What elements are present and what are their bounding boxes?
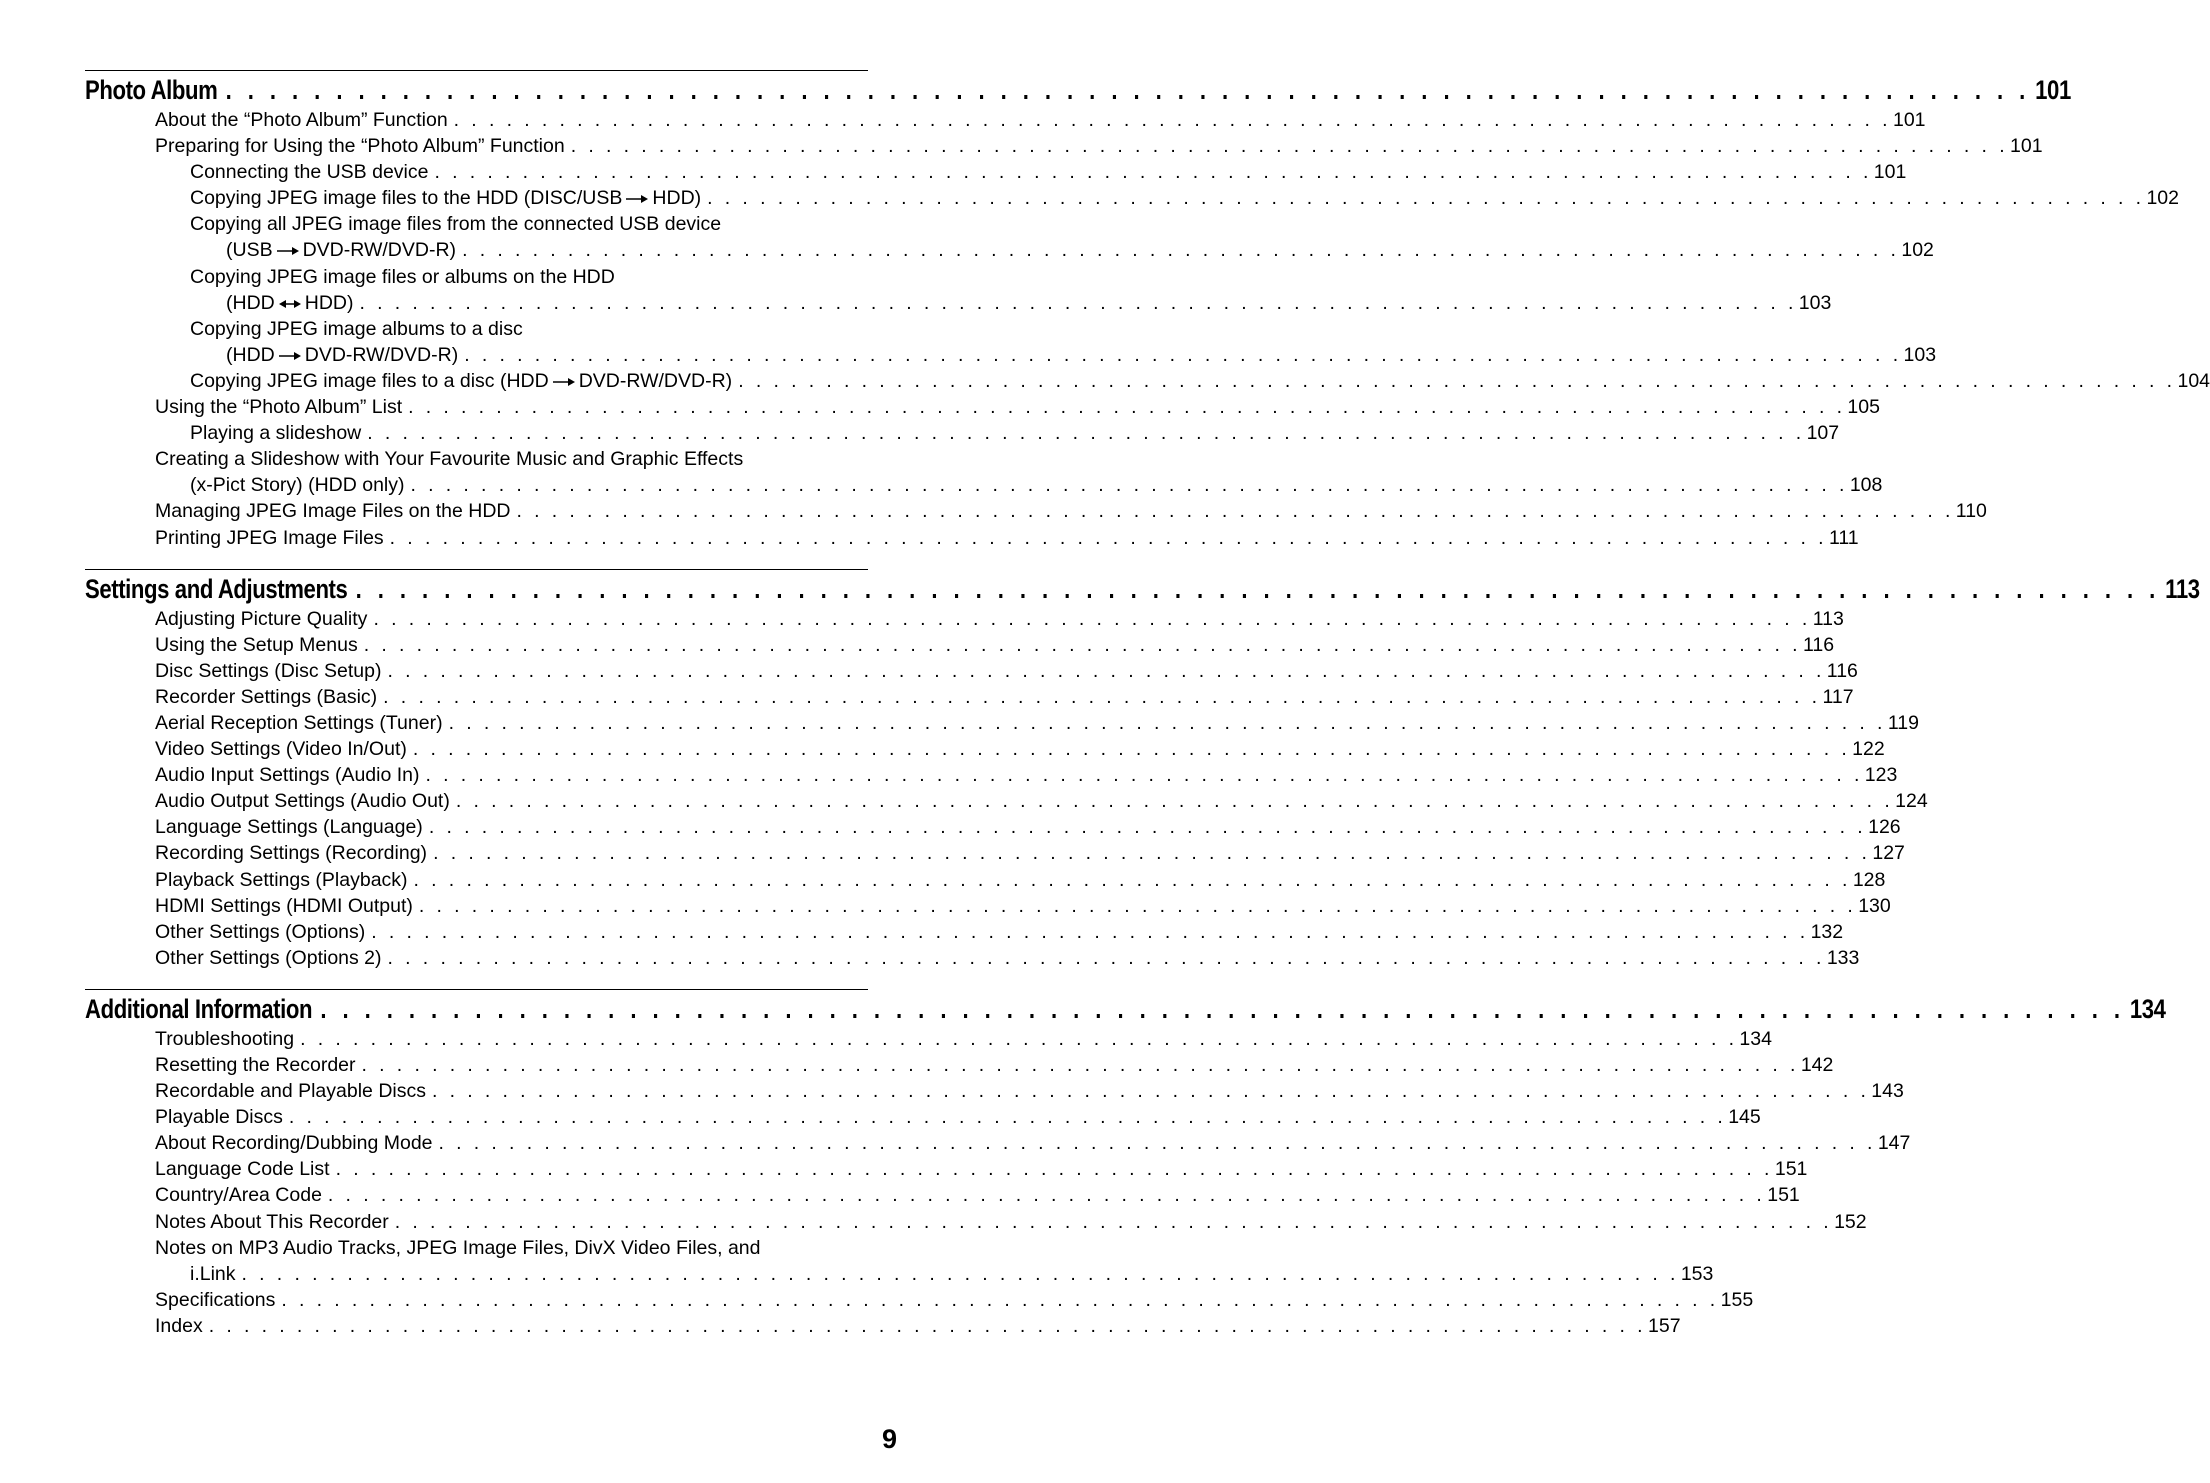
toc-entry — [85, 107, 1926, 133]
toc-section — [85, 569, 2200, 971]
toc-entry — [85, 472, 1883, 498]
entry-text — [155, 736, 407, 762]
entry-text — [155, 919, 365, 945]
dot-leader: . . . . . . . . . . . . . . . . . . . . . . . . . . . . . . . . . . . . . . . . . . . . . . . . . . . . . . . . . . . . . . . . . . . . . . . . . . . . . . . . . . — [320, 993, 2125, 1024]
right-arrow-icon — [276, 246, 300, 256]
toc-entry — [85, 710, 1919, 736]
toc-entry — [85, 1235, 868, 1261]
dot-leader: . . . . . . . . . . . . . . . . . . . . . . . . . . . . . . . . . . . . . . . . . . . . . . . . . . . . . . . . . . . . . . . . . . . . . . . . . . . . . . . . . . — [363, 633, 1801, 656]
entry-text — [190, 420, 361, 446]
entry-text-part: Other Settings (Options) — [155, 920, 366, 943]
entry-text — [155, 840, 427, 866]
entry-text — [155, 684, 377, 710]
dot-leader: . . . . . . . . . . . . . . . . . . . . . . . . . . . . . . . . . . . . . . . . . . . . . . . . . . . . . . . . . . . . . . . . . . . . . . . . . . . . . . . . . . — [241, 1262, 1679, 1285]
toc-entry — [85, 211, 868, 237]
entry-text-part: Recordable and Playable Discs — [155, 1080, 426, 1103]
entry-text-part: Copying JPEG image files to the HDD (DISC/USB — [190, 187, 623, 210]
dot-leader: . . . . . . . . . . . . . . . . . . . . . . . . . . . . . . . . . . . . . . . . . . . . . . . . . . . . . . . . . . . . . . . . . . . . . . . . . . . . . . . . . . — [288, 1106, 1727, 1129]
entry-text-part: Playing a slideshow — [190, 422, 362, 445]
entry-page: 155 — [1720, 1288, 1754, 1311]
entry-text-part: HDD) — [304, 291, 354, 314]
entry-text — [155, 1209, 389, 1235]
toc-entry — [85, 814, 1901, 840]
entry-text-part: Recording Settings (Recording) — [155, 842, 428, 865]
entry-page: 127 — [1872, 842, 1905, 865]
entry-text — [190, 316, 523, 342]
toc-entry — [85, 185, 2179, 211]
dot-leader: . . . . . . . . . . . . . . . . . . . . . . . . . . . . . . . . . . . . . . . . . . . . . . . . . . . . . . . . . . . . . . . . . . . . . . . . . . . . . . . . . . — [371, 920, 1809, 943]
section-page: 134 — [2129, 993, 2166, 1024]
toc-entry — [85, 316, 868, 342]
entry-text — [155, 658, 382, 684]
entry-page: 101 — [1873, 161, 1907, 184]
entry-text-part: Using the Setup Menus — [155, 633, 358, 656]
toc-entry — [85, 498, 1987, 524]
entry-text-part: (x-Pict Story) (HDD only) — [190, 474, 405, 497]
toc-entry — [85, 1261, 1714, 1287]
entry-page: 123 — [1864, 764, 1898, 787]
entry-page: 142 — [1800, 1054, 1834, 1076]
dot-leader: . . . . . . . . . . . . . . . . . . . . . . . . . . . . . . . . . . . . . . . . . . . . . . . . . . . . . . . . . . . . . . . . . . . . . . . . . . . . . . . . . . — [425, 764, 1863, 787]
entry-text-part: Troubleshooting — [155, 1027, 295, 1050]
entry-text-part: Disc Settings (Disc Setup) — [155, 659, 382, 682]
entry-text — [155, 107, 448, 133]
toc-entry — [85, 1026, 1772, 1052]
dot-leader: . . . . . . . . . . . . . . . . . . . . . . . . . . . . . . . . . . . . . . . . . . . . . . . . . . . . . . . . . . . . . . . . . . . . . . . . . . . . . . . . . . — [300, 1027, 1738, 1050]
entry-text — [155, 1287, 275, 1313]
dot-leader: . . . . . . . . . . . . . . . . . . . . . . . . . . . . . . . . . . . . . . . . . . . . . . . . . . . . . . . . . . . . . . . . . . . . . . . . . . . . . . . . . . — [570, 135, 2009, 158]
right-arrow-icon — [278, 351, 302, 361]
entry-text — [190, 368, 732, 394]
toc-entry — [85, 159, 1907, 185]
entry-page: 128 — [1852, 868, 1886, 891]
entry-page: 143 — [1871, 1080, 1904, 1103]
entry-text-part: Recorder Settings (Basic) — [155, 685, 378, 708]
toc-entry — [85, 1156, 1808, 1182]
dot-leader: . . . . . . . . . . . . . . . . . . . . . . . . . . . . . . . . . . . . . . . . . . . . . . . . . . . . . . . . . . . . . . . . . . . . . . . . . . . . . . . . . . — [455, 790, 1894, 813]
toc-entry — [85, 1052, 1834, 1078]
entry-page: 145 — [1728, 1106, 1761, 1129]
toc-entry — [85, 606, 1844, 632]
entry-page: 111 — [1828, 526, 1859, 549]
entry-text-part: i.Link — [190, 1262, 236, 1285]
entry-text — [190, 264, 615, 290]
dot-leader: . . . . . . . . . . . . . . . . . . . . . . . . . . . . . . . . . . . . . . . . . . . . . . . . . . . . . . . . . . . . . . . . . . . . . . . . . . . . . . . . . . — [361, 1054, 1799, 1076]
toc-entry — [85, 632, 1835, 658]
entry-page: 133 — [1826, 946, 1860, 969]
toc-entry — [85, 290, 1832, 316]
entry-text — [155, 814, 423, 840]
dot-leader: . . . . . . . . . . . . . . . . . . . . . . . . . . . . . . . . . . . . . . . . . . . . . . . . . . . . . . . . . . . . . . . . . . . . . . . . . . . . . . . . . . — [373, 607, 1811, 630]
section-heading — [85, 73, 2071, 107]
right-arrow-icon — [625, 194, 649, 204]
dot-leader: . . . . . . . . . . . . . . . . . . . . . . . . . . . . . . . . . . . . . . . . . . . . . . . . . . . . . . . . . . . . . . . . . . . . . . . . . . . . . . . . . . — [434, 161, 1872, 184]
toc-entry — [85, 1209, 1867, 1235]
dot-leader: . . . . . . . . . . . . . . . . . . . . . . . . . . . . . . . . . . . . . . . . . . . . . . . . . . . . . . . . . . . . . . . . . . . . . . . . . . . . . . . . . . — [389, 526, 1827, 549]
entry-text-part: (HDD — [226, 343, 275, 366]
toc-entry — [85, 525, 1859, 551]
entry-text — [155, 945, 382, 971]
entry-text-part: DVD-RW/DVD-R) — [578, 369, 733, 392]
dot-leader: . . . . . . . . . . . . . . . . . . . . . . . . . . . . . . . . . . . . . . . . . . . . . . . . . . . . . . . . . . . . . . . . . . . . . . . . . . . . . . . . . . — [387, 659, 1825, 682]
toc-entry — [85, 840, 1905, 866]
entry-text-part: Copying JPEG image albums to a disc — [190, 317, 523, 340]
entry-text-part: Playable Discs — [155, 1106, 283, 1129]
entry-text — [155, 446, 743, 472]
double-arrow-icon — [278, 299, 302, 309]
toc-entry — [85, 368, 2210, 394]
entry-page: 102 — [2146, 187, 2179, 210]
entry-text — [190, 211, 721, 237]
dot-leader: . . . . . . . . . . . . . . . . . . . . . . . . . . . . . . . . . . . . . . . . . . . . . . . . . . . . . . . . . . . . . . . . . . . . . . . . . . . . . . . . . . — [281, 1288, 1719, 1311]
entry-text-part: Country/Area Code — [155, 1184, 322, 1207]
right-arrow-icon — [552, 377, 576, 387]
toc-entry — [85, 1313, 1681, 1339]
entry-text-part: Index — [155, 1314, 203, 1337]
dot-leader: . . . . . . . . . . . . . . . . . . . . . . . . . . . . . . . . . . . . . . . . . . . . . . . . . . . . . . . . . . . . . . . . . . . . . . . . . . . . . . . . . . — [516, 500, 1954, 523]
dot-leader: . . . . . . . . . . . . . . . . . . . . . . . . . . . . . . . . . . . . . . . . . . . . . . . . . . . . . . . . . . . . . . . . . . . . . . . . . . . . . . . . . . — [738, 369, 2176, 392]
toc-entry — [85, 1287, 1754, 1313]
entry-text-part: (USB — [226, 239, 273, 262]
section-title: Settings and Adjustments — [85, 573, 348, 604]
dot-leader: . . . . . . . . . . . . . . . . . . . . . . . . . . . . . . . . . . . . . . . . . . . . . . . . . . . . . . . . . . . . . . . . . . . . . . . . . . . . . . . . . . — [394, 1210, 1833, 1233]
entry-page: 101 — [1892, 109, 1926, 131]
entry-text — [155, 1313, 203, 1339]
entry-page: 102 — [1901, 239, 1934, 262]
dot-leader: . . . . . . . . . . . . . . . . . . . . . . . . . . . . . . . . . . . . . . . . . . . . . . . . . . . . . . . . . . . . . . . . . . . . . . . . . . . . . . . . . . — [418, 894, 1857, 917]
entry-text-part: (HDD — [226, 291, 275, 314]
dot-leader: . . . . . . . . . . . . . . . . . . . . . . . . . . . . . . . . . . . . . . . . . . . . . . . . . . . . . . . . . . . . . . . . . . . . . . . . . . . . . . . . . . — [448, 711, 1886, 734]
entry-text — [155, 1104, 283, 1130]
entry-text-part: Notes About This Recorder — [155, 1210, 389, 1233]
dot-leader: . . . . . . . . . . . . . . . . . . . . . . . . . . . . . . . . . . . . . . . . . . . . . . . . . . . . . . . . . . . . . . . . . . . . . . . . . . . . . . . . . . — [462, 239, 1900, 262]
entry-text — [155, 1052, 356, 1078]
dot-leader: . . . . . . . . . . . . . . . . . . . . . . . . . . . . . . . . . . . . . . . . . . . . . . . . . . . . . . . . . . . . . . . . . . . . . . . . . . . . . . . . . . — [387, 946, 1825, 969]
entry-text — [155, 394, 402, 420]
entry-page: 119 — [1887, 711, 1919, 734]
dot-leader: . . . . . . . . . . . . . . . . . . . . . . . . . . . . . . . . . . . . . . . . . . . . . . . . . . . . . . . . . . . . . . . . . . . . . . . . . . . . . . . . . . — [433, 842, 1871, 865]
page-number: 9 — [881, 1424, 897, 1454]
dot-leader: . . . . . . . . . . . . . . . . . . . . . . . . . . . . . . . . . . . . . . . . . . . . . . . . . . . . . . . . . . . . . . . . . . . . . . . . . . . . . . . . . . — [431, 1080, 1870, 1103]
entry-text-part: Managing JPEG Image Files on the HDD — [155, 500, 511, 523]
dot-leader: . . . . . . . . . . . . . . . . . . . . . . . . . . . . . . . . . . . . . . . . . . . . . . . . . . . . . . . . . . . . . . . . . . . . . . . . . . . . . . . . . . — [410, 474, 1848, 497]
entry-text — [155, 632, 358, 658]
table-of-contents — [85, 70, 2210, 1339]
toc-entry — [85, 762, 1898, 788]
entry-text-part: HDD) — [652, 187, 702, 210]
entry-text-part: Adjusting Picture Quality — [155, 607, 368, 630]
entry-text — [226, 237, 456, 263]
entry-text-part: DVD-RW/DVD-R) — [304, 343, 459, 366]
entry-page: 151 — [1767, 1184, 1800, 1207]
entry-text — [190, 185, 701, 211]
toc-entry — [85, 342, 1937, 368]
section-title: Photo Album — [85, 75, 218, 105]
entry-page: 113 — [1812, 607, 1844, 630]
entry-text-part: About Recording/Dubbing Mode — [155, 1132, 433, 1155]
entry-text-part: Using the “Photo Album” List — [155, 396, 403, 419]
entry-page: 110 — [1955, 500, 1987, 523]
toc-entry — [85, 867, 1886, 893]
entry-text-part: Connecting the USB device — [190, 161, 429, 184]
toc-entry — [85, 919, 1844, 945]
entry-text-part: Other Settings (Options 2) — [155, 946, 382, 969]
toc-section — [85, 70, 2210, 551]
dot-leader: . . . . . . . . . . . . . . . . . . . . . . . . . . . . . . . . . . . . . . . . . . . . . . . . . . . . . . . . . . . . . . . . . . . . . . . . . . . . . . . . . . — [335, 1158, 1773, 1181]
entry-text-part: DVD-RW/DVD-R) — [302, 239, 457, 262]
dot-leader: . . . . . . . . . . . . . . . . . . . . . . . . . . . . . . . . . . . . . . . . . . . . . . . . . . . . . . . . . . . . . . . . . . . . . . . . . . . . . . . . . . — [707, 187, 2145, 210]
entry-page: 153 — [1680, 1262, 1714, 1285]
entry-page: 101 — [2010, 135, 2043, 158]
dot-leader: . . . . . . . . . . . . . . . . . . . . . . . . . . . . . . . . . . . . . . . . . . . . . . . . . . . . . . . . . . . . . . . . . . . . . . . . . . . . . . . . . . — [208, 1314, 1646, 1337]
entry-text-part: Video Settings (Video In/Out) — [155, 738, 407, 761]
entry-text — [155, 1026, 294, 1052]
toc-entry — [85, 658, 1858, 684]
entry-text-part: Language Settings (Language) — [155, 816, 423, 839]
toc-entry — [85, 1130, 1911, 1156]
entry-page: 107 — [1806, 422, 1840, 445]
entry-page: 103 — [1798, 291, 1832, 314]
entry-page: 122 — [1852, 738, 1885, 761]
entry-text — [155, 606, 367, 632]
entry-text-part: Copying JPEG image files to a disc (HDD — [190, 369, 549, 392]
entry-page: 104 — [2177, 369, 2210, 392]
entry-text — [190, 159, 428, 185]
entry-page: 117 — [1822, 685, 1854, 708]
entry-text-part: Preparing for Using the “Photo Album” Function — [155, 135, 565, 158]
entry-text-part: Audio Output Settings (Audio Out) — [155, 790, 450, 813]
toc-entry — [85, 1078, 1904, 1104]
entry-text-part: About the “Photo Album” Function — [155, 109, 448, 131]
dot-leader: . . . . . . . . . . . . . . . . . . . . . . . . . . . . . . . . . . . . . . . . . . . . . . . . . . . . . . . . . . . . . . . . . . . . . . . . . . . . . . . . . . — [383, 685, 1821, 708]
entry-page: 132 — [1810, 920, 1844, 943]
toc-entry — [85, 788, 1928, 814]
dot-leader: . . . . . . . . . . . . . . . . . . . . . . . . . . . . . . . . . . . . . . . . . . . . . . . . . . . . . . . . . . . . . . . . . . . . . . . . . . . . . . . . . . — [413, 868, 1851, 891]
toc-entry — [85, 1182, 1800, 1208]
dot-leader: . . . . . . . . . . . . . . . . . . . . . . . . . . . . . . . . . . . . . . . . . . . . . . . . . . . . . . . . . . . . . . . . . . . . . . . . . . . . . . . . . . — [412, 738, 1851, 761]
dot-leader: . . . . . . . . . . . . . . . . . . . . . . . . . . . . . . . . . . . . . . . . . . . . . . . . . . . . . . . . . . . . . . . . . . . . . . . . . . . . . . . . . . — [327, 1184, 1766, 1207]
entry-text-part: Printing JPEG Image Files — [155, 526, 384, 549]
entry-text — [190, 472, 405, 498]
entry-text — [155, 1130, 433, 1156]
entry-text — [226, 290, 354, 316]
section-page: 113 — [2165, 573, 2200, 604]
section-title: Additional Information — [85, 993, 313, 1024]
entry-text — [155, 525, 384, 551]
entry-text — [155, 788, 450, 814]
entry-text-part: Playback Settings (Playback) — [155, 868, 408, 891]
section-heading — [85, 992, 2166, 1026]
entry-page: 105 — [1847, 396, 1880, 419]
entry-text-part: HDMI Settings (HDMI Output) — [155, 894, 413, 917]
dot-leader: . . . . . . . . . . . . . . . . . . . . . . . . . . . . . . . . . . . . . . . . . . . . . . . . . . . . . . . . . . . . . . . . . . . . . . . . . . . . . . . . . . — [438, 1132, 1876, 1155]
entry-text — [155, 762, 420, 788]
entry-page: 116 — [1826, 659, 1858, 682]
entry-text — [155, 867, 408, 893]
dot-leader: . . . . . . . . . . . . . . . . . . . . . . . . . . . . . . . . . . . . . . . . . . . . . . . . . . . . . . . . . . . . . . . . . . . . . . . . . . . . . . . . . . — [428, 816, 1867, 839]
dot-leader: . . . . . . . . . . . . . . . . . . . . . . . . . . . . . . . . . . . . . . . . . . . . . . . . . . . . . . . . . . . . . . . . . . . . . . . . . . . . . . . . . . — [355, 573, 2161, 604]
entry-text-part: Copying all JPEG image files from the connected USB device — [190, 213, 722, 236]
entry-page: 152 — [1834, 1210, 1867, 1233]
entry-text-part: Specifications — [155, 1288, 276, 1311]
entry-text — [155, 498, 511, 524]
entry-page: 124 — [1895, 790, 1928, 813]
entry-page: 108 — [1849, 474, 1883, 497]
entry-text-part: Resetting the Recorder — [155, 1054, 356, 1076]
entry-page: 130 — [1858, 894, 1891, 917]
entry-text-part: Copying JPEG image files or albums on the HDD — [190, 265, 615, 288]
entry-page: 103 — [1903, 343, 1937, 366]
toc-entry — [85, 446, 868, 472]
toc-entry — [85, 893, 1891, 919]
toc-entry — [85, 1104, 1761, 1130]
dot-leader: . . . . . . . . . . . . . . . . . . . . . . . . . . . . . . . . . . . . . . . . . . . . . . . . . . . . . . . . . . . . . . . . . . . . . . . . . . . . . . . . . . — [464, 343, 1902, 366]
entry-text — [226, 342, 458, 368]
entry-text — [155, 893, 413, 919]
entry-page: 126 — [1868, 816, 1901, 839]
entry-page: 147 — [1877, 1132, 1911, 1155]
entry-text — [155, 1078, 426, 1104]
dot-leader: . . . . . . . . . . . . . . . . . . . . . . . . . . . . . . . . . . . . . . . . . . . . . . . . . . . . . . . . . . . . . . . . . . . . . . . . . . . . . . . . . . — [367, 422, 1805, 445]
entry-text-part: Notes on MP3 Audio Tracks, JPEG Image Files, DivX Video Files, and — [155, 1236, 761, 1259]
entry-text-part: Language Code List — [155, 1158, 330, 1181]
dot-leader: . . . . . . . . . . . . . . . . . . . . . . . . . . . . . . . . . . . . . . . . . . . . . . . . . . . . . . . . . . . . . . . . . . . . . . . . . . . . . . . . . . — [408, 396, 1846, 419]
entry-text-part: Audio Input Settings (Audio In) — [155, 764, 420, 787]
entry-text-part: Creating a Slideshow with Your Favourite Music and Graphic Effects — [155, 448, 744, 471]
toc-entry — [85, 394, 1880, 420]
dot-leader: . . . . . . . . . . . . . . . . . . . . . . . . . . . . . . . . . . . . . . . . . . . . . . . . . . . . . . . . . . . . . . . . . . . . . . . . . . . . . . . . . . — [453, 109, 1891, 131]
toc-entry — [85, 133, 2043, 159]
toc-entry — [85, 736, 1885, 762]
entry-text-part: Aerial Reception Settings (Tuner) — [155, 711, 443, 734]
toc-section — [85, 989, 2166, 1339]
entry-page: 157 — [1648, 1314, 1681, 1337]
toc-entry — [85, 420, 1840, 446]
entry-text — [155, 710, 443, 736]
section-page: 101 — [2035, 75, 2071, 105]
entry-text — [190, 1261, 236, 1287]
entry-page: 134 — [1739, 1027, 1772, 1050]
entry-page: 116 — [1803, 633, 1835, 656]
dot-leader: . . . . . . . . . . . . . . . . . . . . . . . . . . . . . . . . . . . . . . . . . . . . . . . . . . . . . . . . . . . . . . . . . . . . . . . . . . . . . . . . . . — [359, 291, 1797, 314]
entry-text — [155, 1156, 330, 1182]
entry-text — [155, 1182, 322, 1208]
entry-text — [155, 1235, 761, 1261]
toc-entry — [85, 945, 1860, 971]
section-heading — [85, 572, 2200, 606]
toc-entry — [85, 237, 1934, 263]
toc-entry — [85, 264, 868, 290]
entry-page: 151 — [1774, 1158, 1808, 1181]
dot-leader: . . . . . . . . . . . . . . . . . . . . . . . . . . . . . . . . . . . . . . . . . . . . . . . . . . . . . . . . . . . . . . . . . . . . . . . . . . . . . . . . . . — [225, 75, 2031, 105]
toc-entry — [85, 684, 1854, 710]
entry-text — [155, 133, 565, 159]
